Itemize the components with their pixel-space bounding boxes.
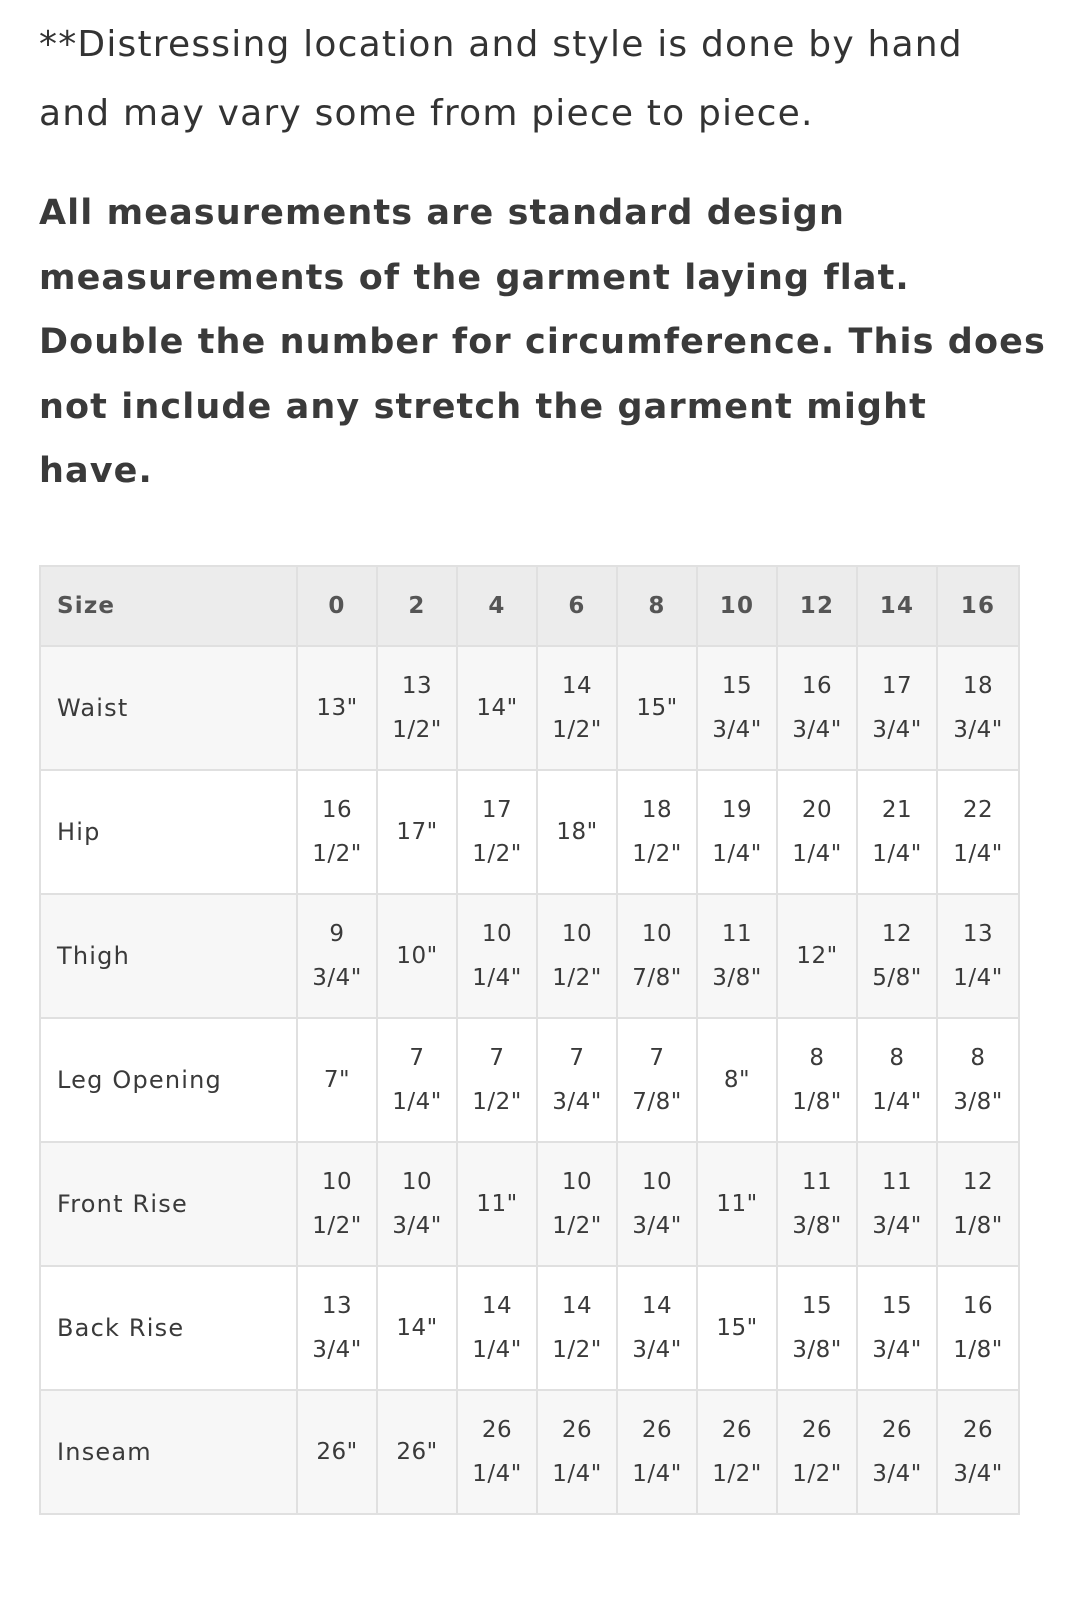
measurement-cell: 11 3/4" [857, 1142, 937, 1266]
measurement-cell: 12 1/8" [937, 1142, 1019, 1266]
measurement-cell: 16 1/8" [937, 1266, 1019, 1390]
measurement-cell: 11 3/8" [777, 1142, 857, 1266]
measurement-cell: 10" [377, 894, 457, 1018]
size-header-cell: 6 [537, 566, 617, 646]
table-row [40, 770, 1019, 894]
measurement-cell: 10 3/4" [617, 1142, 697, 1266]
size-chart-table [39, 565, 1020, 1515]
measurement-cell: 13" [297, 646, 377, 770]
measurement-cell: 15 3/8" [777, 1266, 857, 1390]
table-row [40, 646, 1019, 770]
measurement-cell: 16 1/2" [297, 770, 377, 894]
measurement-cell: 10 1/2" [537, 1142, 617, 1266]
measurement-cell: 16 3/4" [777, 646, 857, 770]
measurement-cell: 10 1/2" [537, 894, 617, 1018]
measurement-cell: 14 1/2" [537, 1266, 617, 1390]
measurement-cell: 10 3/4" [377, 1142, 457, 1266]
measurement-cell: 21 1/4" [857, 770, 937, 894]
measurement-cell: 7 1/4" [377, 1018, 457, 1142]
measurement-cell: 26 3/4" [857, 1390, 937, 1514]
measurement-cell: 18 1/2" [617, 770, 697, 894]
measurement-cell: 12" [777, 894, 857, 1018]
measurement-description: All measurements are standard design measurements of the garment laying flat. Double the number for circumference. This does not include any stretch the garment might have. [39, 193, 1046, 491]
size-header-cell: 12 [777, 566, 857, 646]
measurement-cell: 13 3/4" [297, 1266, 377, 1390]
measurement-cell: 8 1/8" [777, 1018, 857, 1142]
size-header-cell: 8 [617, 566, 697, 646]
row-label: Front Rise [40, 1142, 297, 1266]
row-label: Back Rise [40, 1266, 297, 1390]
measurement-cell: 14 3/4" [617, 1266, 697, 1390]
size-header-row [40, 566, 1019, 646]
measurement-cell: 10 1/4" [457, 894, 537, 1018]
distressing-note: **Distressing location and style is done by hand and may vary some from piece to piece. [39, 24, 963, 134]
measurement-cell: 18" [537, 770, 617, 894]
measurement-cell: 8 1/4" [857, 1018, 937, 1142]
measurement-cell: 8" [697, 1018, 777, 1142]
measurement-cell: 14 1/4" [457, 1266, 537, 1390]
table-row [40, 1142, 1019, 1266]
measurement-cell: 8 3/8" [937, 1018, 1019, 1142]
row-label: Inseam [40, 1390, 297, 1514]
measurement-cell: 20 1/4" [777, 770, 857, 894]
row-label: Thigh [40, 894, 297, 1018]
table-row [40, 1390, 1019, 1514]
measurement-cell: 14" [457, 646, 537, 770]
measurement-cell: 26 1/4" [617, 1390, 697, 1514]
measurement-cell: 11" [697, 1142, 777, 1266]
measurement-cell: 26" [377, 1390, 457, 1514]
measurement-cell: 15 3/4" [857, 1266, 937, 1390]
size-header-cell: 10 [697, 566, 777, 646]
measurement-cell: 14" [377, 1266, 457, 1390]
measurement-cell: 9 3/4" [297, 894, 377, 1018]
measurement-cell: 26 1/2" [697, 1390, 777, 1514]
measurement-cell: 7 7/8" [617, 1018, 697, 1142]
measurement-cell: 7 1/2" [457, 1018, 537, 1142]
measurement-cell: 22 1/4" [937, 770, 1019, 894]
size-header-cell: 16 [937, 566, 1019, 646]
measurement-cell: 14 1/2" [537, 646, 617, 770]
measurement-cell: 26 1/4" [537, 1390, 617, 1514]
measurement-cell: 15" [617, 646, 697, 770]
measurement-cell: 10 7/8" [617, 894, 697, 1018]
measurement-cell: 17 1/2" [457, 770, 537, 894]
measurement-cell: 26 1/2" [777, 1390, 857, 1514]
measurement-cell: 13 1/2" [377, 646, 457, 770]
size-header-cell: 4 [457, 566, 537, 646]
size-header-label: Size [40, 566, 297, 646]
row-label: Hip [40, 770, 297, 894]
size-header-cell: 14 [857, 566, 937, 646]
measurement-cell: 19 1/4" [697, 770, 777, 894]
measurement-cell: 26 1/4" [457, 1390, 537, 1514]
measurement-cell: 7 3/4" [537, 1018, 617, 1142]
measurement-cell: 17" [377, 770, 457, 894]
table-row [40, 894, 1019, 1018]
table-row [40, 1018, 1019, 1142]
row-label: Waist [40, 646, 297, 770]
measurement-cell: 10 1/2" [297, 1142, 377, 1266]
measurement-cell: 11 3/8" [697, 894, 777, 1018]
size-header-cell: 2 [377, 566, 457, 646]
measurement-cell: 12 5/8" [857, 894, 937, 1018]
measurement-cell: 26 3/4" [937, 1390, 1019, 1514]
measurement-cell: 26" [297, 1390, 377, 1514]
table-row [40, 1266, 1019, 1390]
size-header-cell: 0 [297, 566, 377, 646]
measurement-cell: 17 3/4" [857, 646, 937, 770]
row-label: Leg Opening [40, 1018, 297, 1142]
measurement-cell: 7" [297, 1018, 377, 1142]
measurement-cell: 15 3/4" [697, 646, 777, 770]
measurement-cell: 15" [697, 1266, 777, 1390]
measurement-cell: 13 1/4" [937, 894, 1019, 1018]
measurement-cell: 11" [457, 1142, 537, 1266]
measurement-cell: 18 3/4" [937, 646, 1019, 770]
